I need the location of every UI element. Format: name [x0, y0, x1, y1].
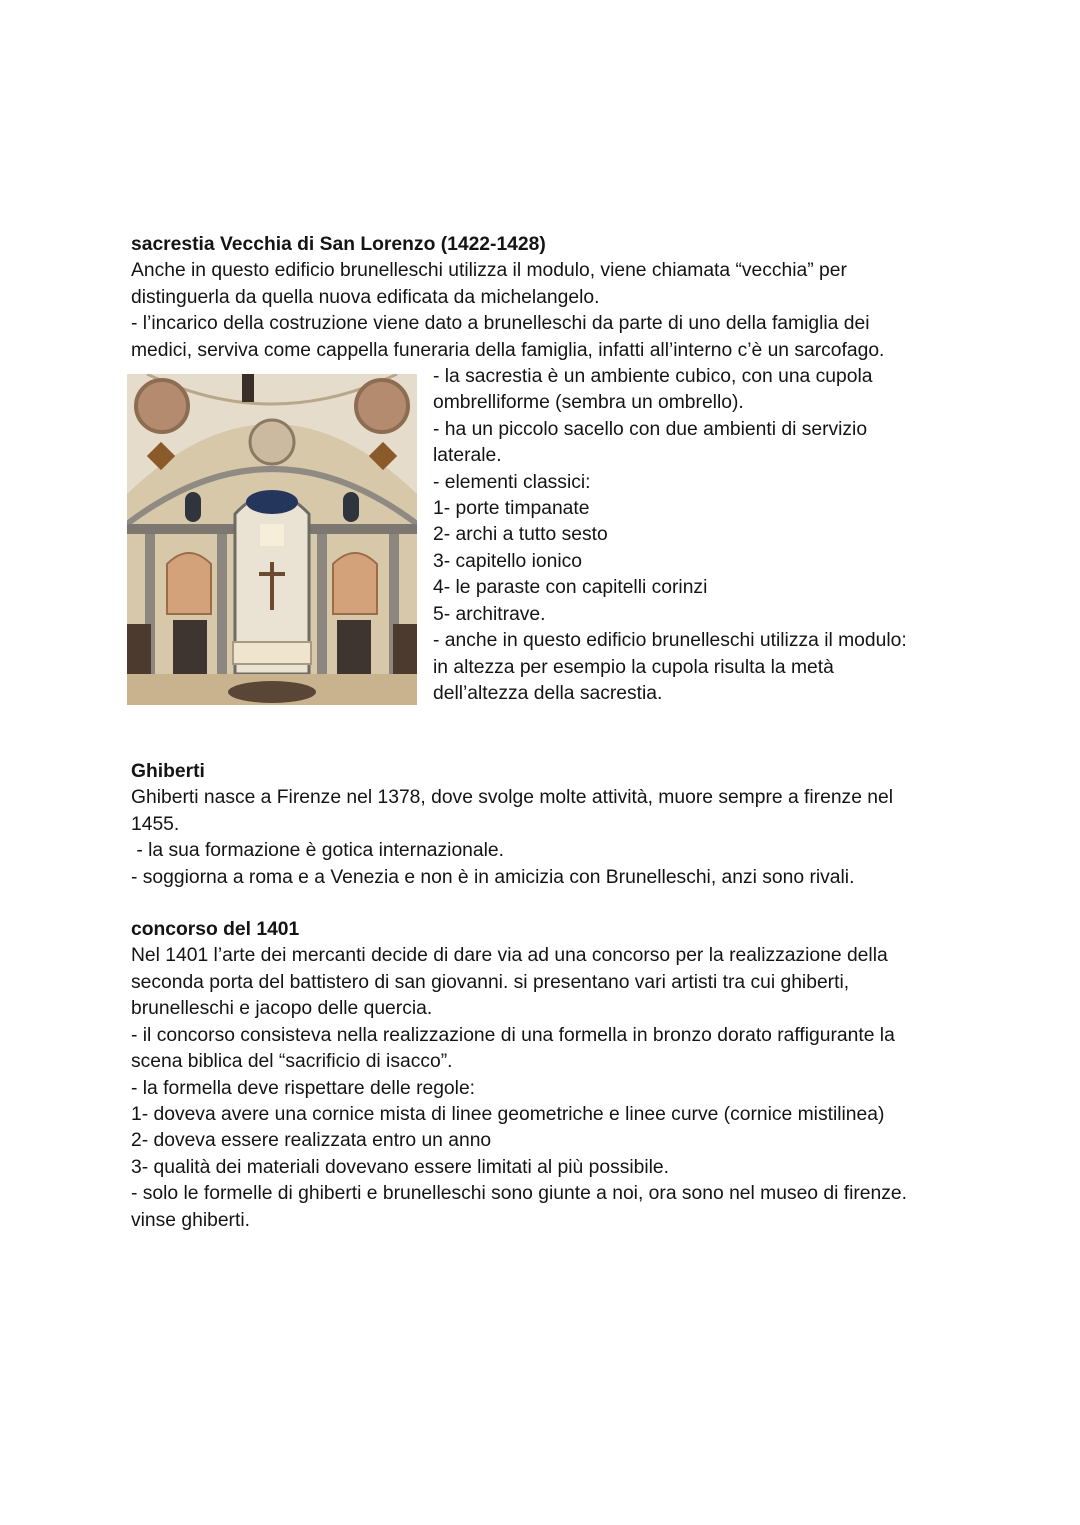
paragraph-line: scena biblica del “sacrificio di isacco”.	[131, 1051, 453, 1073]
note-line: ombrelliforme (sembra un ombrello).	[433, 392, 744, 414]
section-heading: sacrestia Vecchia di San Lorenzo (1422-1428)	[131, 234, 546, 255]
paragraph-line: vinse ghiberti.	[131, 1209, 250, 1231]
section-concorso	[131, 917, 951, 1234]
paragraph-line: brunelleschi e jacopo delle quercia.	[131, 998, 433, 1020]
note-line: - la sacrestia è un ambiente cubico, con una cupola	[433, 366, 873, 388]
note-line: laterale.	[433, 445, 502, 467]
paragraph-line: 1455.	[131, 813, 180, 835]
paragraph-line: - solo le formelle di ghiberti e brunelleschi sono giunte a noi, ora sono nel museo di firenze.	[131, 1183, 907, 1205]
paragraph-line: 1- doveva avere una cornice mista di linee geometriche e linee curve (cornice mistilinea)	[131, 1103, 885, 1125]
section-ghiberti	[131, 759, 951, 891]
section-heading: concorso del 1401	[131, 919, 300, 941]
section-sacrestia	[131, 232, 951, 733]
paragraph-line: medici, serviva come cappella funeraria della famiglia, infatti all’interno c’è un sarcofago.	[131, 339, 885, 361]
paragraph-line: - l’incarico della costruzione viene dato a brunelleschi da parte di uno della famiglia dei	[131, 313, 870, 335]
paragraph-line: 3- qualità dei materiali dovevano essere limitati al più possibile.	[131, 1156, 670, 1178]
paragraph-line: - soggiorna a roma e a Venezia e non è in amicizia con Brunelleschi, anzi sono rivali.	[131, 866, 855, 888]
sacrestia-notes	[433, 364, 907, 707]
note-line: 5- architrave.	[433, 603, 546, 625]
document-page	[131, 232, 951, 1260]
note-line: - anche in questo edificio brunelleschi utilizza il modulo:	[433, 630, 907, 652]
sacrestia-photo	[127, 374, 417, 705]
note-line: dell’altezza della sacrestia.	[433, 682, 663, 704]
figure-with-notes	[131, 364, 951, 708]
note-line: 1- porte timpanate	[433, 498, 590, 520]
paragraph-line: - la formella deve rispettare delle regole:	[131, 1077, 476, 1099]
paragraph-line: Nel 1401 l’arte dei mercanti decide di dare via ad una concorso per la realizzazione della	[131, 945, 888, 967]
note-line: 2- archi a tutto sesto	[433, 524, 608, 546]
note-line: 3- capitello ionico	[433, 550, 582, 572]
note-line: 4- le paraste con capitelli corinzi	[433, 577, 708, 599]
paragraph-line: Ghiberti nasce a Firenze nel 1378, dove svolge molte attività, muore sempre a firenze nel	[131, 787, 894, 809]
paragraph-line: Anche in questo edificio brunelleschi utilizza il modulo, viene chiamata “vecchia” per	[131, 260, 847, 282]
paragraph-line: seconda porta del battistero di san giovanni. si presentano vari artisti tra cui ghiberti,	[131, 971, 850, 993]
paragraph-line: - la sua formazione è gotica internazionale.	[131, 840, 504, 862]
note-line: - elementi classici:	[433, 471, 591, 493]
paragraph-line: distinguerla da quella nuova edificata da michelangelo.	[131, 286, 600, 308]
note-line: - ha un piccolo sacello con due ambienti di servizio	[433, 418, 868, 440]
paragraph-line: 2- doveva essere realizzata entro un anno	[131, 1130, 492, 1152]
note-line: in altezza per esempio la cupola risulta la metà	[433, 656, 834, 678]
paragraph-line: - il concorso consisteva nella realizzazione di una formella in bronzo dorato raffigurante la	[131, 1024, 895, 1046]
section-heading: Ghiberti	[131, 761, 205, 783]
